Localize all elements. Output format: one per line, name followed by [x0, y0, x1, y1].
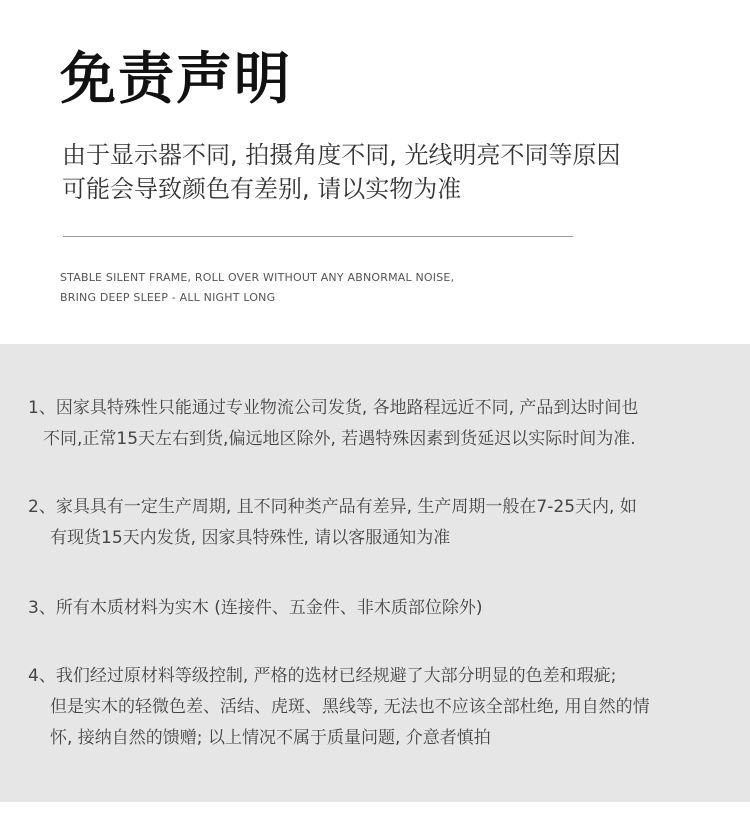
subtitle — [62, 138, 712, 206]
note-line: 怀, 接纳自然的馈赠; 以上情况不属于质量问题, 介意者慎拍 — [50, 728, 491, 748]
subtitle-line: 可能会导致颜色有差别, 请以实物为准 — [62, 175, 462, 203]
note-item — [28, 593, 728, 624]
note-item — [28, 492, 728, 554]
divider — [63, 236, 573, 237]
disclaimer-header-section — [0, 0, 750, 344]
note-line: 有现货15天内发货, 因家具特殊性, 请以客服通知为准 — [50, 528, 451, 548]
note-line: 但是实木的轻微色差、活结、虎斑、黑线等, 无法也不应该全部杜绝, 用自然的情 — [50, 697, 650, 717]
note-line: 2、家具具有一定生产周期, 且不同种类产品有差异, 生产周期一般在7-25天内, 如 — [28, 497, 637, 517]
note-line: 3、所有木质材料为实木 (连接件、五金件、非木质部位除外) — [28, 598, 483, 618]
english-line: STABLE SILENT FRAME, ROLL OVER WITHOUT ANY ABNORMAL NOISE, — [60, 271, 455, 284]
note-line: 4、我们经过原材料等级控制, 严格的选材已经规避了大部分明显的色差和瑕疵; — [28, 666, 617, 686]
notes-section — [0, 344, 750, 802]
note-item — [28, 661, 728, 754]
note-line: 不同,正常15天左右到货,偏远地区除外, 若遇特殊因素到货延迟以实际时间为准. — [43, 429, 636, 449]
note-line: 1、因家具特殊性只能通过专业物流公司发货, 各地路程远近不同, 产品到达时间也 — [28, 398, 639, 418]
english-tagline — [60, 268, 454, 308]
page-title: 免责声明 — [60, 47, 292, 112]
note-item — [28, 393, 728, 455]
subtitle-line: 由于显示器不同, 拍摄角度不同, 光线明亮不同等原因 — [62, 141, 621, 169]
english-line: BRING DEEP SLEEP - ALL NIGHT LONG — [60, 291, 276, 304]
